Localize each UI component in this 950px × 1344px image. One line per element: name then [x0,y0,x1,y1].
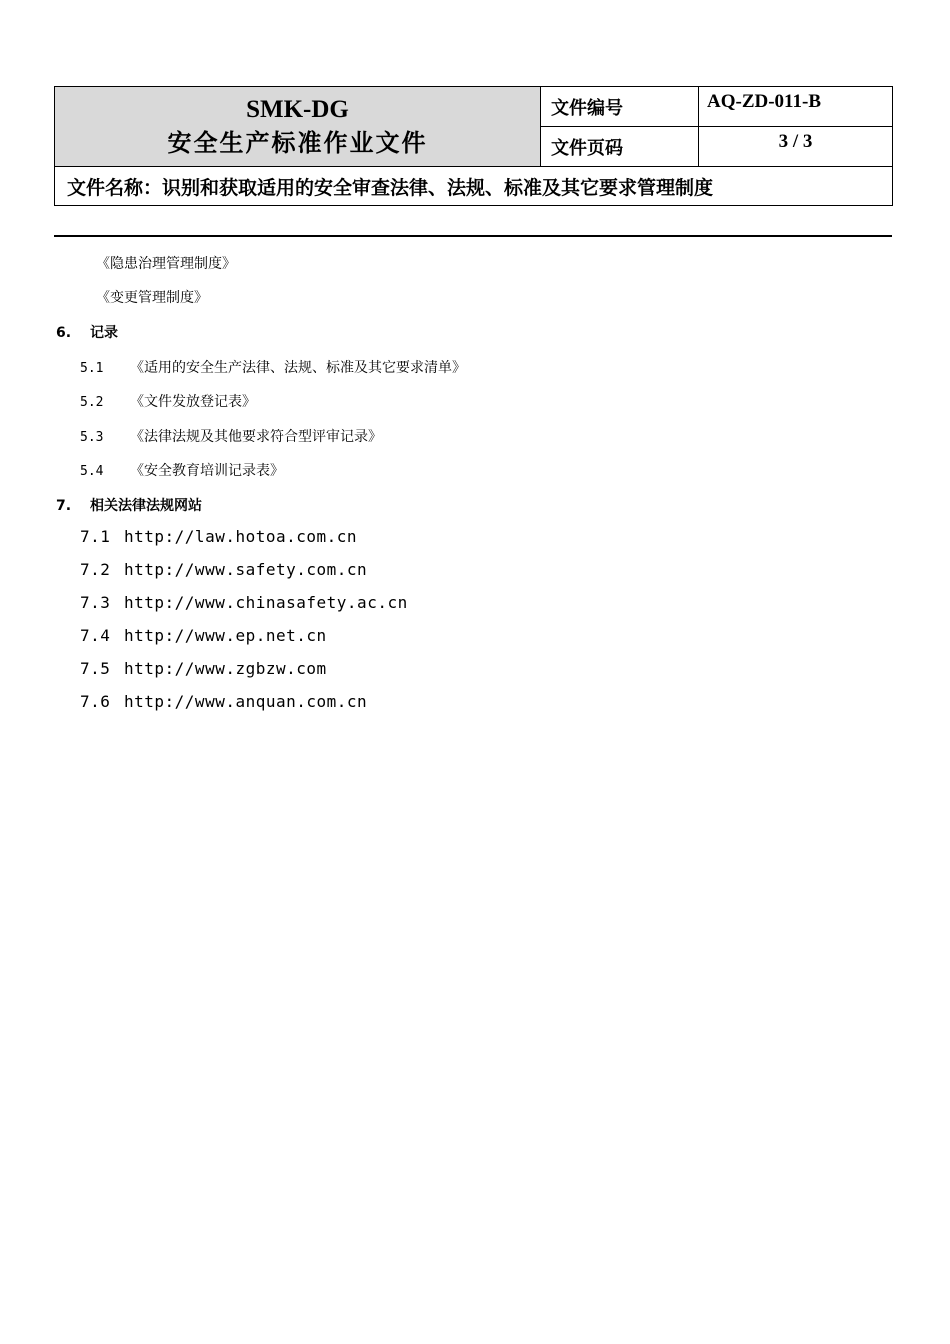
doc-number-label: 文件编号 [541,87,699,127]
website-item [80,527,357,546]
website-item [80,560,367,579]
website-number: 7.3 [80,593,111,612]
record-number: 5.3 [80,430,104,445]
website-url[interactable]: http://www.safety.com.cn [124,560,368,579]
website-item [80,659,327,678]
page-number-value: 3 / 3 [699,127,893,167]
website-url[interactable]: http://www.ep.net.cn [124,626,327,645]
website-url[interactable]: http://www.chinasafety.ac.cn [124,593,408,612]
file-name-value: 识别和获取适用的安全审查法律、法规、标准及其它要求管理制度 [162,176,714,199]
record-item [80,460,284,480]
file-name-label: 文件名称： [67,176,163,199]
record-number: 5.2 [80,395,104,410]
record-text: 《法律法规及其他要求符合型评审记录》 [130,429,382,445]
website-url[interactable]: http://www.zgbzw.com [124,659,327,678]
record-number: 5.1 [80,361,104,376]
ref-item: 《隐患治理管理制度》 [96,256,236,272]
website-item [80,593,408,612]
doc-type-title: 安全生产标准作业文件 [167,127,428,157]
record-item [80,391,256,411]
website-url[interactable]: http://www.anquan.com.cn [124,692,368,711]
record-text: 《适用的安全生产法律、法规、标准及其它要求清单》 [130,360,466,376]
section-7-heading [56,495,202,515]
section-title: 相关法律法规网站 [90,498,202,514]
website-item [80,626,327,645]
record-text: 《文件发放登记表》 [130,394,256,410]
page-number-label: 文件页码 [541,127,699,167]
record-item [80,357,466,377]
section-6-heading [56,322,118,342]
org-name: SMK-DG [246,95,349,123]
record-text: 《安全教育培训记录表》 [130,463,284,479]
website-item [80,692,367,711]
website-number: 7.5 [80,659,111,678]
ref-item: 《变更管理制度》 [96,290,208,306]
website-number: 7.6 [80,692,111,711]
website-number: 7.4 [80,626,111,645]
section-number: 7. [56,498,72,514]
doc-number-value: AQ-ZD-011-B [699,87,893,127]
header-title-cell [55,87,541,167]
document-header-table [54,86,893,206]
record-number: 5.4 [80,464,104,479]
file-name-cell [55,167,893,206]
website-number: 7.2 [80,560,111,579]
website-number: 7.1 [80,527,111,546]
section-number: 6. [56,325,72,341]
header-divider [54,235,892,237]
website-url[interactable]: http://law.hotoa.com.cn [124,527,358,546]
record-item [80,426,382,446]
section-title: 记录 [90,325,118,341]
